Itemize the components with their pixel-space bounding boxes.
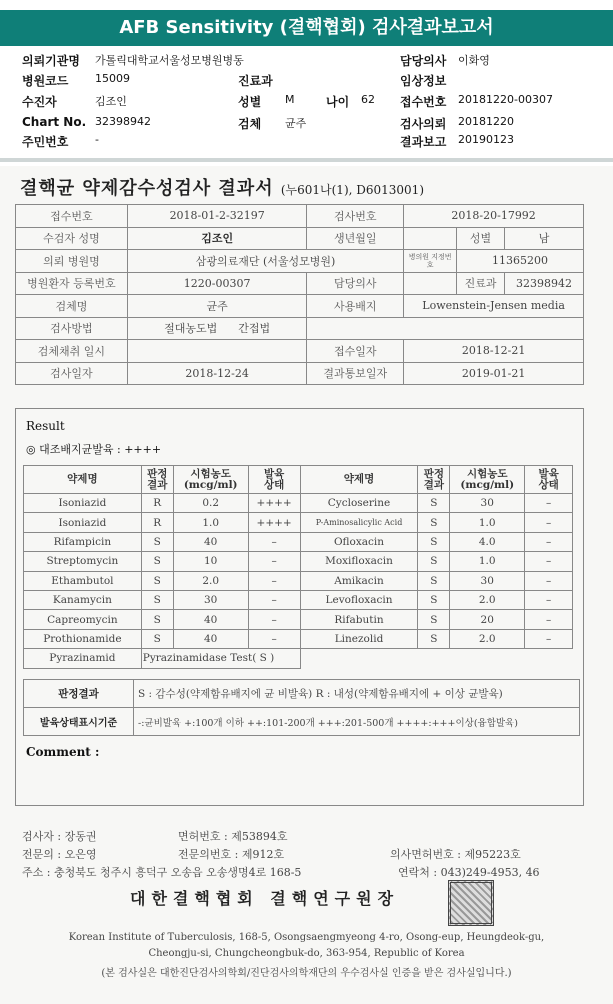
lic2: 전문의번호 : 제912호 [178, 848, 285, 861]
col-header-judg: 판정 결과 [141, 466, 173, 494]
cell: R [141, 513, 173, 532]
table-row [24, 494, 573, 513]
method2: 간접법 [238, 322, 271, 336]
rrn-label: 주민번호 [22, 135, 69, 149]
report-header: AFB Sensitivity (결핵협회) 검사결과보고서 [0, 10, 613, 46]
patient-label: 수진자 [22, 95, 57, 109]
result-box [15, 408, 584, 806]
cell [127, 317, 307, 340]
table-row [24, 571, 573, 590]
cell: 성별 [457, 227, 505, 250]
cell: 32398942 [505, 272, 584, 295]
cell: 검사방법 [16, 317, 128, 340]
age-value: 62 [361, 93, 375, 106]
legend-table [23, 679, 580, 736]
age-label: 나이 [326, 95, 350, 109]
susceptibility-table [23, 465, 573, 669]
scanned-report [0, 166, 613, 1004]
cell: 수검자 성명 [16, 227, 128, 250]
request-table [15, 204, 584, 385]
cell: 2018-12-24 [127, 362, 307, 385]
cell: Ethambutol [24, 571, 142, 590]
cell: 2018-20-17992 [404, 205, 584, 228]
cell: 검사일자 [16, 362, 128, 385]
method1: 절대농도법 [164, 322, 218, 336]
cell: Lowenstein-Jensen media [404, 295, 584, 318]
cell: S [418, 513, 450, 532]
inst-value: 가톨릭대학교서울성모병원병동 [95, 54, 244, 67]
col-header-drug: 약제명 [300, 466, 418, 494]
doctor-value: 이화영 [458, 54, 490, 67]
cell: 20 [450, 610, 525, 629]
chart-value: 32398942 [95, 115, 151, 128]
cell: 남 [505, 227, 584, 250]
cell: 김조인 [127, 227, 307, 250]
cell: 담당의사 [307, 272, 404, 295]
cell: S [418, 494, 450, 513]
cell: Levofloxacin [300, 590, 418, 609]
recv-label: 접수번호 [400, 95, 447, 109]
cell: Isoniazid [24, 494, 142, 513]
cell: 결과통보일자 [307, 362, 404, 385]
col-header-drug: 약제명 [24, 466, 142, 494]
cell: S [141, 590, 173, 609]
col-header-grow: 발육 상태 [525, 466, 573, 494]
cell: S [141, 571, 173, 590]
col-header-grow: 발육 상태 [248, 466, 300, 494]
cell: – [525, 590, 573, 609]
cell [307, 317, 584, 340]
clinical-label: 임상정보 [400, 74, 447, 88]
cell: S [141, 552, 173, 571]
cell: Kanamycin [24, 590, 142, 609]
col-header-judg: 판정 결과 [418, 466, 450, 494]
phone: 연락처 : 043)249-4953, 46 [398, 866, 540, 879]
cell: – [525, 494, 573, 513]
cell: ++++ [248, 494, 300, 513]
cell: – [525, 532, 573, 551]
divider [0, 158, 613, 162]
cell: 40 [173, 629, 248, 648]
cell: 진료과 [457, 272, 505, 295]
cell: Isoniazid [24, 513, 142, 532]
comment-label: Comment : [26, 745, 100, 759]
cell: 4.0 [450, 532, 525, 551]
cell: 30 [450, 494, 525, 513]
cell: 30 [173, 590, 248, 609]
req-label: 검사의뢰 [400, 117, 447, 131]
org-name: 대한결핵협회 결핵연구원장 [130, 889, 400, 908]
cell: S [141, 629, 173, 648]
cell: 11365200 [457, 250, 584, 273]
cell: 접수번호 [16, 205, 128, 228]
cell: – [525, 513, 573, 532]
cell: 2018-01-2-32197 [127, 205, 307, 228]
cell: 균주 [127, 295, 307, 318]
cell: 1.0 [173, 513, 248, 532]
req-value: 20181220 [458, 115, 514, 128]
cell: S [418, 571, 450, 590]
cell: – [248, 532, 300, 551]
cell: S [141, 610, 173, 629]
cell: S [418, 610, 450, 629]
cell: 2.0 [450, 629, 525, 648]
growth-label: ◎ 대조배지균발육 : [26, 443, 121, 456]
cell: S [418, 532, 450, 551]
cell: Rifampicin [24, 532, 142, 551]
cell: -:균비발육 +:100개 이하 ++:101-200개 +++:201-500개 ++++:+++이상(융합발육) [134, 708, 580, 736]
cell: Rifabutin [300, 610, 418, 629]
cell [404, 227, 457, 250]
doctor-label: 담당의사 [400, 54, 447, 68]
cell: 발육상태표시기준 [24, 708, 134, 736]
cell: 판정결과 [24, 680, 134, 708]
cell: 병원환자 등록번호 [16, 272, 128, 295]
cell: Amikacin [300, 571, 418, 590]
cell: 40 [173, 610, 248, 629]
cell: 검사번호 [307, 205, 404, 228]
cell: 접수일자 [307, 340, 404, 363]
cell: – [248, 629, 300, 648]
cell: – [248, 552, 300, 571]
cell: Streptomycin [24, 552, 142, 571]
cell: 의뢰 병원명 [16, 250, 128, 273]
cell: S [418, 629, 450, 648]
cell: 30 [450, 571, 525, 590]
recv-value: 20181220-00307 [458, 93, 553, 106]
table-row [24, 532, 573, 551]
eng-address-1: Korean Institute of Tuberculosis, 168-5, Osongsaengmyeong 4-ro, Osong-eup, Heungdeok-gu, [68, 932, 545, 943]
inst-label: 의뢰기관명 [22, 54, 80, 68]
cell: – [248, 590, 300, 609]
specimen-label: 검체 [238, 117, 262, 131]
dept-label: 진료과 [238, 74, 273, 88]
eng-address-2: Cheongju-si, Chungcheongbuk-do, 363-954, Republic of Korea [148, 948, 465, 959]
cell: – [248, 571, 300, 590]
doc-title-code: (누601나(1), D6013001) [280, 183, 425, 197]
cell: 검체명 [16, 295, 128, 318]
table-row [24, 552, 573, 571]
cell: Moxifloxacin [300, 552, 418, 571]
report-label: 결과보고 [400, 135, 447, 149]
cell: S [418, 552, 450, 571]
cell: Pyrazinamid [24, 649, 142, 668]
cell: – [525, 629, 573, 648]
cell: 10 [173, 552, 248, 571]
official-seal [448, 880, 494, 926]
cell [127, 340, 307, 363]
cell: 사용배지 [307, 295, 404, 318]
col-header-conc: 시험농도 (mcg/ml) [173, 466, 248, 494]
growth-value: ++++ [124, 443, 162, 456]
cell: S : 감수성(약제함유배지에 균 비발육) R : 내성(약제함유배지에 + 이상 균발육) [134, 680, 580, 708]
cell: Capreomycin [24, 610, 142, 629]
cell: 40 [173, 532, 248, 551]
cell: Ofloxacin [300, 532, 418, 551]
cell [404, 272, 457, 295]
rrn-value: - [95, 133, 99, 146]
sex-label: 성별 [238, 95, 262, 109]
cell: 검체채취 일시 [16, 340, 128, 363]
cell: 2019-01-21 [404, 362, 584, 385]
cell: ++++ [248, 513, 300, 532]
tester: 검사자 : 장동권 [22, 830, 97, 843]
table-row [24, 513, 573, 532]
doc-title-text: 결핵균 약제감수성검사 결과서 [20, 178, 274, 199]
cell: – [525, 571, 573, 590]
result-label: Result [26, 419, 65, 433]
cell: – [525, 552, 573, 571]
col-header-conc: 시험농도 (mcg/ml) [450, 466, 525, 494]
cell: S [418, 590, 450, 609]
cell: 1.0 [450, 552, 525, 571]
doc-title [20, 174, 424, 200]
address: 주소 : 충청북도 청주시 흥덕구 오송읍 오송생명4로 168-5 [22, 866, 302, 879]
cell: P-Aminosalicylic Acid [300, 513, 418, 532]
specialist: 전문의 : 오은영 [22, 848, 97, 861]
table-row [24, 629, 573, 648]
chart-label: Chart No. [22, 115, 87, 129]
cell: 2.0 [450, 590, 525, 609]
cell: 2.0 [173, 571, 248, 590]
cert-note: (본 검사실은 대한진단검사의학회/진단검사의학재단의 우수검사실 인증을 받은 검사실입니다.) [101, 968, 512, 979]
table-row [24, 590, 573, 609]
code-label: 병원코드 [22, 74, 69, 88]
table-row [24, 610, 573, 629]
cell: – [248, 610, 300, 629]
cell: 1.0 [450, 513, 525, 532]
cell: 2018-12-21 [404, 340, 584, 363]
cell: 1220-00307 [127, 272, 307, 295]
cell: – [525, 610, 573, 629]
cell: S [141, 532, 173, 551]
control-growth [26, 441, 161, 457]
patient-value: 김조인 [95, 95, 127, 108]
cell: 병의원 지정번호 [404, 250, 457, 273]
cell: R [141, 494, 173, 513]
lic1: 면허번호 : 제53894호 [178, 830, 288, 843]
cell: Linezolid [300, 629, 418, 648]
cell: 생년월일 [307, 227, 404, 250]
code-value: 15009 [95, 72, 130, 85]
cell: 삼광의료재단 (서울성모병원) [127, 250, 403, 273]
sex-value: M [285, 93, 295, 106]
specimen-value: 균주 [285, 117, 307, 130]
cell: Pyrazinamidase Test( S ) [141, 649, 300, 668]
report-value: 20190123 [458, 133, 514, 146]
doctor-license: 의사면허번호 : 제95223호 [390, 848, 521, 861]
cell: Prothionamide [24, 629, 142, 648]
cell: Cycloserine [300, 494, 418, 513]
cell: 0.2 [173, 494, 248, 513]
